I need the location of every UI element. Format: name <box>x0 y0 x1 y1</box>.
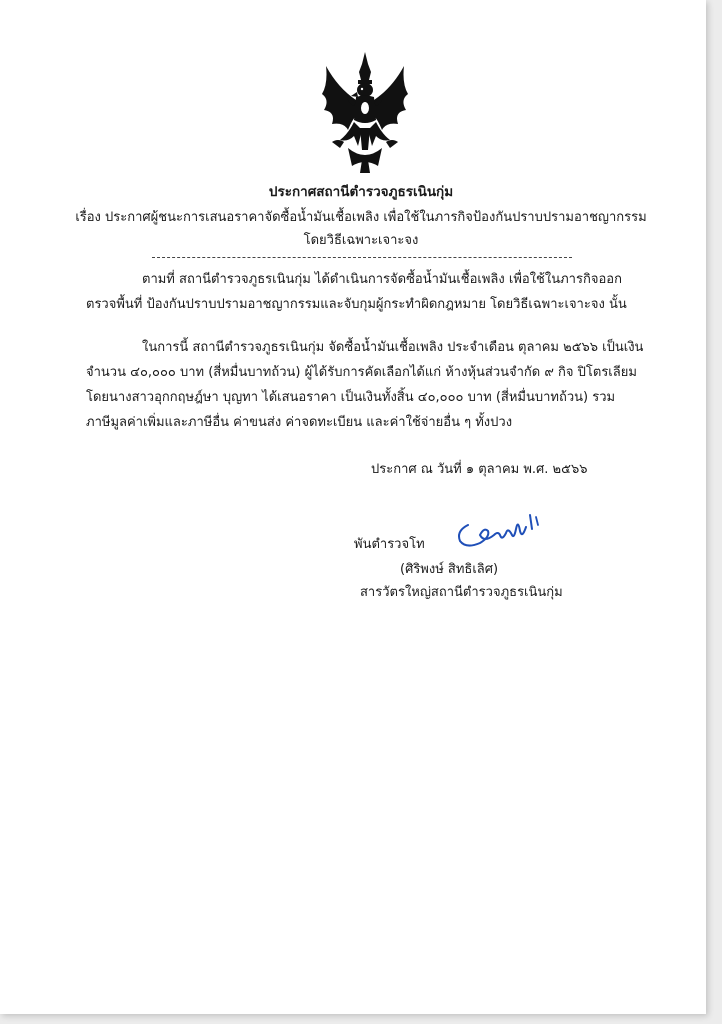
subject-line: เรื่อง ประกาศผู้ชนะการเสนอราคาจัดซื้อน้ำมันเชื้อเพลิง เพื่อใช้ในภารกิจป้องกันปราบปรามอาชญากรรม <box>75 210 647 225</box>
paragraph-line: ภาษีมูลค่าเพิ่มและภาษีอื่น ค่าขนส่ง ค่าจดทะเบียน และค่าใช้จ่ายอื่น ๆ ทั้งปวง <box>86 415 513 430</box>
announcement-date: ประกาศ ณ วันที่ ๑ ตุลาคม พ.ศ. ๒๕๖๖ <box>371 462 588 477</box>
signer-position: สารวัตรใหญ่สถานีตำรวจภูธรเนินกุ่ม <box>360 585 563 600</box>
paragraph-background <box>86 267 680 317</box>
paragraph-line: ตามที่ สถานีตำรวจภูธรเนินกุ่ม ได้ดำเนินการจัดซื้อน้ำมันเชื้อเพลิง เพื่อใช้ในภารกิจออก <box>142 272 622 287</box>
dashed-divider <box>152 257 572 258</box>
document-subject <box>60 206 662 252</box>
garuda-emblem-icon <box>318 50 412 175</box>
document-title: ประกาศสถานีตำรวจภูธรเนินกุ่ม <box>268 184 454 200</box>
signer-rank: พันตำรวจโท <box>354 537 425 552</box>
subject-line: โดยวิธีเฉพาะเจาะจง <box>303 233 419 248</box>
signer-name: (ศิริพงษ์ สิทธิเลิศ) <box>400 562 499 577</box>
paragraph-line: ตรวจพื้นที่ ป้องกันปราบปรามอาชญากรรมและจับกุมผู้กระทำผิดกฎหมาย โดยวิธีเฉพาะเจาะจง นั้น <box>86 297 627 312</box>
paragraph-line: โดยนางสาวอุกกฤษฎ์ษา บุญทา ได้เสนอราคา เป็นเงินทั้งสิ้น ๔๐,๐๐๐ บาท (สี่หมื่นบาทถ้วน) รวม <box>86 390 616 405</box>
paragraph-award <box>86 335 680 435</box>
paragraph-line: ในการนี้ สถานีตำรวจภูธรเนินกุ่ม จัดซื้อน้ำมันเชื้อเพลิง ประจำเดือน ตุลาคม ๒๕๖๖ เป็นเงิน <box>142 340 644 355</box>
paragraph-line: จำนวน ๔๐,๐๐๐ บาท (สี่หมื่นบาทถ้วน) ผู้ได้รับการคัดเลือกได้แก่ ห้างหุ้นส่วนจำกัด ๙ กิจ ปิโตรเลียม <box>86 365 637 380</box>
handwritten-signature <box>450 505 550 555</box>
